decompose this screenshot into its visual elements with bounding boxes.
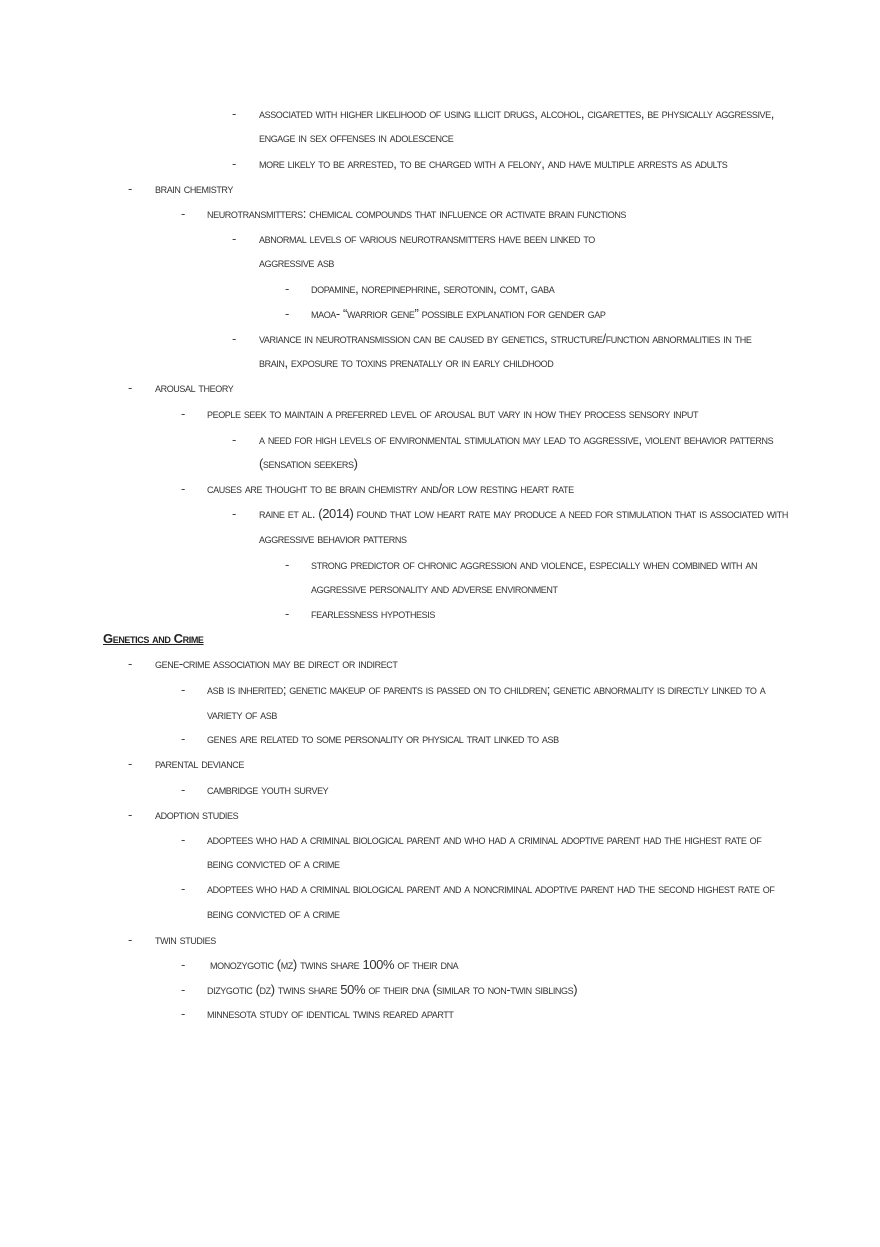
- bullet-dash: -: [232, 231, 237, 246]
- bullet-dash: -: [181, 731, 186, 746]
- bullet-dash: -: [181, 782, 186, 797]
- note-line: a need for high levels of environmental stimulation may lead to aggressive, violent behavior patterns: [259, 432, 774, 447]
- note-line: neurotransmitters: chemical compounds that influence or activate brain functions: [207, 206, 627, 221]
- note-line: variance in neurotransmission can be caused by genetics, structure/function abnormalities in the: [259, 331, 752, 346]
- bullet-dash: -: [128, 380, 133, 395]
- note-line: being convicted of a crime: [207, 856, 340, 871]
- note-line: adoption studies: [155, 807, 239, 822]
- bullet-dash: -: [181, 982, 186, 997]
- bullet-dash: -: [128, 656, 133, 671]
- bullet-dash: -: [181, 957, 186, 972]
- note-line: strong predictor of chronic aggression and violence, especially when combined with an: [311, 557, 758, 572]
- note-line: associated with higher likelihood of using illicit drugs, alcohol, cigarettes, be physically aggressive,: [259, 106, 774, 121]
- note-line: fearlessness hypothesis: [311, 606, 435, 621]
- bullet-dash: -: [128, 807, 133, 822]
- bullet-dash: -: [181, 832, 186, 847]
- bullet-dash: -: [232, 106, 237, 121]
- note-line: brain chemistry: [155, 181, 233, 196]
- section-heading: Genetics and Crime: [103, 631, 204, 646]
- bullet-dash: -: [128, 181, 133, 196]
- note-line: abnormal levels of various neurotransmitters have been linked to: [259, 231, 595, 246]
- bullet-dash: -: [232, 156, 237, 171]
- note-line: gene-crime association may be direct or indirect: [155, 656, 398, 671]
- bullet-dash: -: [285, 281, 290, 296]
- note-line: raine et al. (2014) found that low heart rate may produce a need for stimulation that is associated with: [259, 506, 788, 521]
- note-line: arousal theory: [155, 380, 234, 395]
- note-line: cambridge youth survey: [207, 782, 329, 797]
- note-line: people seek to maintain a preferred level of arousal but vary in how they process sensory input: [207, 406, 699, 421]
- note-line: asb is inherited; genetic makeup of parents is passed on to children; genetic abnormality is directly linked to a: [207, 682, 766, 697]
- note-line: minnesota study of identical twins reared apartt: [207, 1006, 454, 1021]
- bullet-dash: -: [285, 557, 290, 572]
- bullet-dash: -: [181, 1006, 186, 1021]
- note-line: more likely to be arrested, to be charged with a felony, and have multiple arrests as adults: [259, 156, 728, 171]
- note-line: parental deviance: [155, 756, 245, 771]
- bullet-dash: -: [181, 481, 186, 496]
- bullet-dash: -: [285, 306, 290, 321]
- bullet-dash: -: [285, 606, 290, 621]
- note-line: being convicted of a crime: [207, 906, 340, 921]
- note-line: dizygotic (dz) twins share 50% of their dna (similar to non-twin siblings): [207, 982, 578, 997]
- note-line: dopamine, norepinephrine, serotonin, comt, gaba: [311, 281, 555, 296]
- bullet-dash: -: [128, 756, 133, 771]
- note-line: adoptees who had a criminal biological parent and who had a criminal adoptive parent had the highest rate of: [207, 832, 762, 847]
- note-line: maoa- “warrior gene” possible explanation for gender gap: [311, 306, 606, 321]
- note-line: brain, exposure to toxins prenatally or in early childhood: [259, 355, 554, 370]
- bullet-dash: -: [232, 506, 237, 521]
- note-line: monozygotic (mz) twins share 100% of their dna: [210, 957, 459, 972]
- note-line: aggressive behavior patterns: [259, 531, 407, 546]
- bullet-dash: -: [181, 206, 186, 221]
- note-line: adoptees who had a criminal biological parent and a noncriminal adoptive parent had the second highest rate of: [207, 881, 775, 896]
- bullet-dash: -: [232, 432, 237, 447]
- note-line: aggressive asb: [259, 255, 335, 270]
- bullet-dash: -: [128, 932, 133, 947]
- note-line: aggressive personality and adverse environment: [311, 581, 558, 596]
- note-line: twin studies: [155, 932, 216, 947]
- note-line: engage in sex offenses in adolescence: [259, 130, 454, 145]
- note-line: variety of asb: [207, 707, 277, 722]
- bullet-dash: -: [181, 881, 186, 896]
- bullet-dash: -: [232, 331, 237, 346]
- note-line: genes are related to some personality or physical trait linked to asb: [207, 731, 559, 746]
- note-line: causes are thought to be brain chemistry and/or low resting heart rate: [207, 481, 574, 496]
- note-line: (sensation seekers): [259, 456, 358, 471]
- bullet-dash: -: [181, 682, 186, 697]
- bullet-dash: -: [181, 406, 186, 421]
